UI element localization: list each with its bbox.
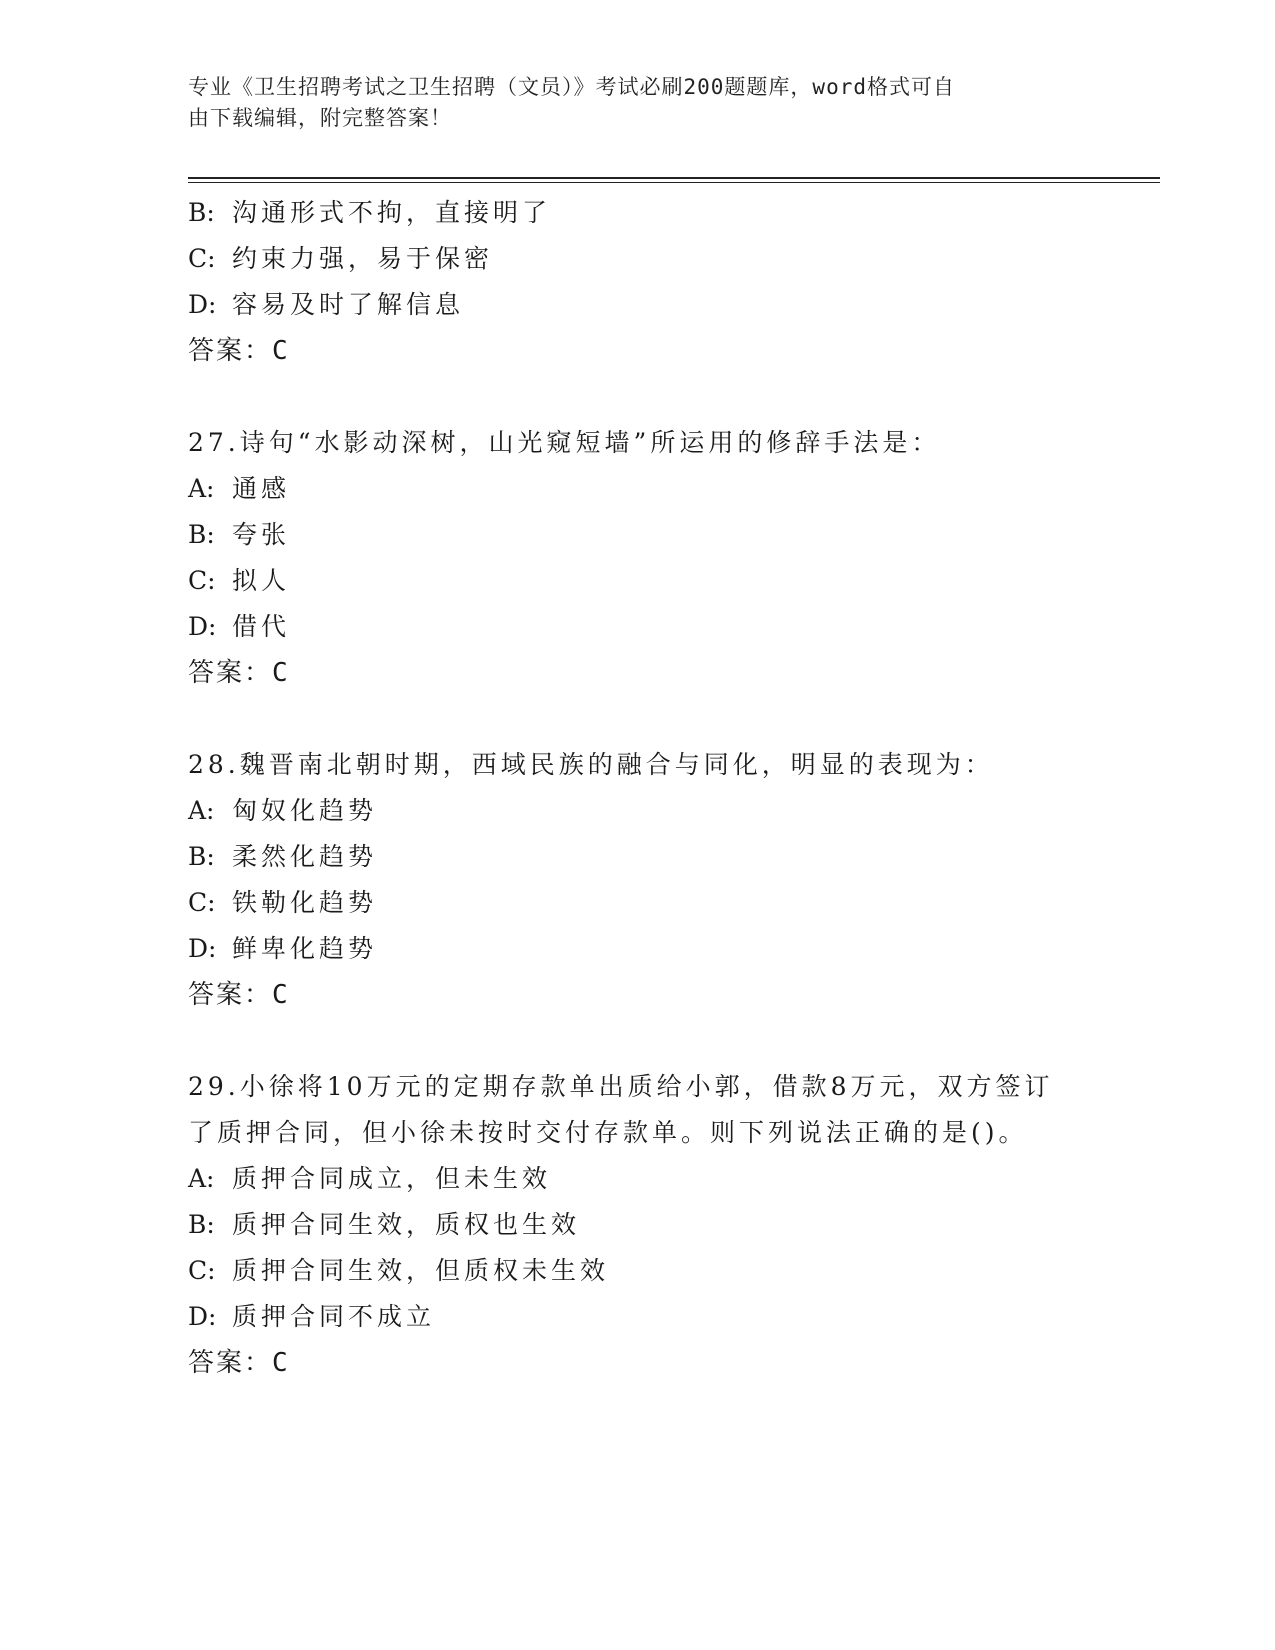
document-header <box>188 72 1068 134</box>
option-a: A: 通感 <box>188 474 291 503</box>
option-c: C: 质押合同生效，但质权未生效 <box>188 1256 610 1285</box>
option-a: A: 质押合同成立，但未生效 <box>188 1164 552 1193</box>
header-rule-thick <box>188 177 1160 179</box>
option-b: B: 质押合同生效，质权也生效 <box>188 1210 581 1239</box>
option-c: C: 约束力强，易于保密 <box>188 244 494 273</box>
option-c: C: 铁勒化趋势 <box>188 888 378 917</box>
question-stem-line-1: 29.小徐将10万元的定期存款单出质给小郭，借款8万元，双方签订 <box>188 1072 1054 1101</box>
header-line-1: 专业《卫生招聘考试之卫生招聘（文员）》考试必刷200题题库，word格式可自 <box>188 75 955 99</box>
question-28 <box>188 742 1088 1018</box>
option-b: B: 夸张 <box>188 520 291 549</box>
answer-line: 答案：C <box>188 336 290 366</box>
answer-line: 答案：C <box>188 658 290 688</box>
header-line-2: 由下载编辑，附完整答案！ <box>188 106 452 130</box>
option-b: B: 柔然化趋势 <box>188 842 378 871</box>
prev-question-block <box>188 190 1088 374</box>
option-d: D: 借代 <box>188 612 291 641</box>
question-stem: 28.魏晋南北朝时期，西域民族的融合与同化，明显的表现为： <box>188 750 994 779</box>
option-b: B: 沟通形式不拘，直接明了 <box>188 198 552 227</box>
question-stem: 27.诗句“水影动深树，山光窥短墙”所运用的修辞手法是： <box>188 428 941 457</box>
question-29 <box>188 1064 1088 1386</box>
question-content <box>188 190 1088 1386</box>
option-d: D: 鲜卑化趋势 <box>188 934 378 963</box>
question-stem-line-2: 了质押合同，但小徐未按时交付存款单。则下列说法正确的是()。 <box>188 1118 1028 1147</box>
option-d: D: 容易及时了解信息 <box>188 290 465 319</box>
option-c: C: 拟人 <box>188 566 291 595</box>
question-27 <box>188 420 1088 696</box>
answer-line: 答案：C <box>188 980 290 1010</box>
header-rule-thin <box>188 182 1160 183</box>
answer-line: 答案：C <box>188 1348 290 1378</box>
option-a: A: 匈奴化趋势 <box>188 796 378 825</box>
option-d: D: 质押合同不成立 <box>188 1302 436 1331</box>
